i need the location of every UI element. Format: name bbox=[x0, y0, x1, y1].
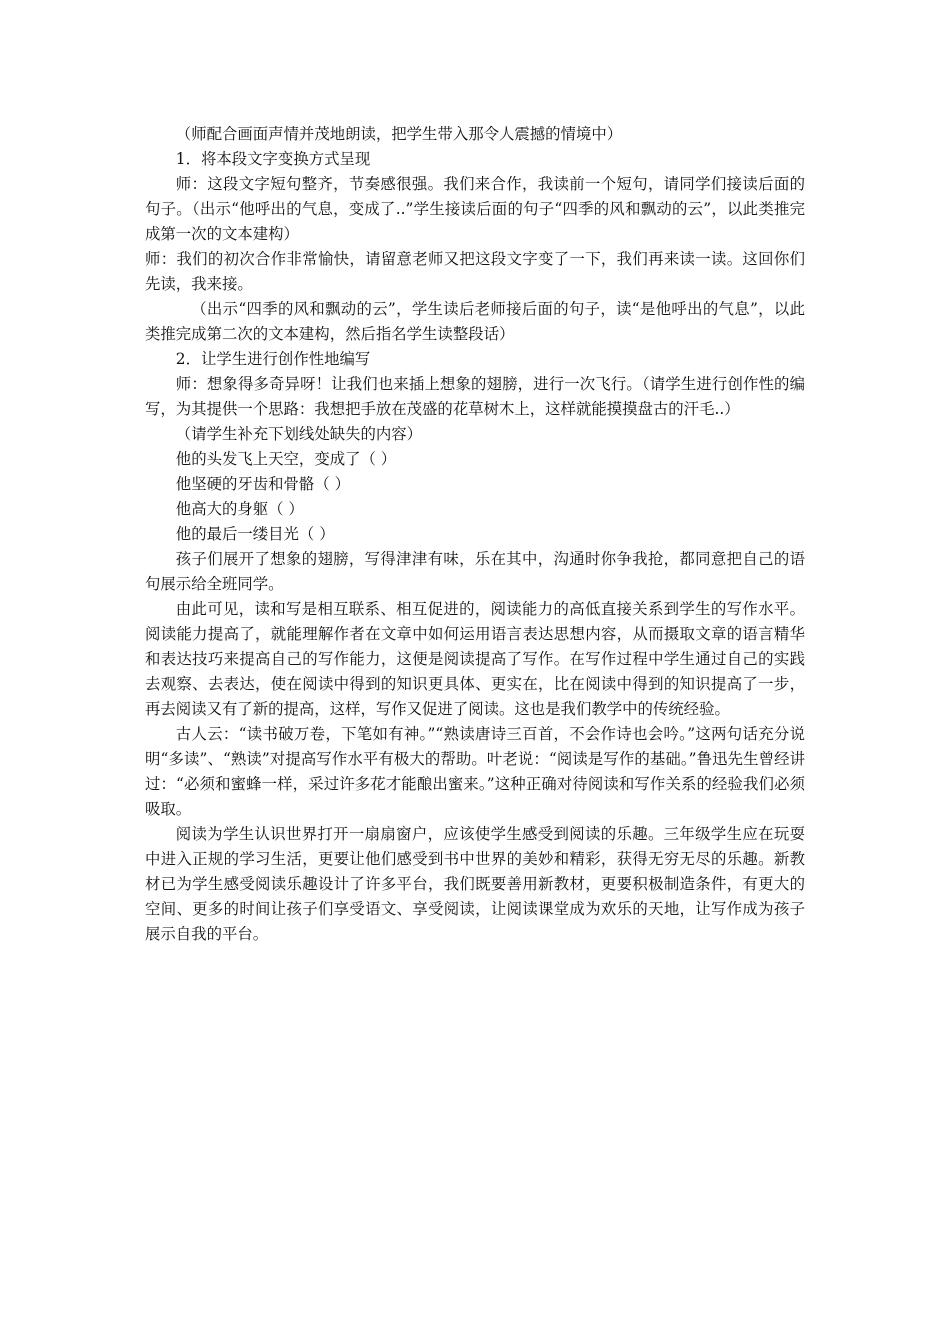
paragraph-conclusion: 阅读为学生认识世界打开一扇扇窗户，应该使学生感受到阅读的乐趣。三年级学生应在玩耍中进入正规的学习生活，更要让他们感受到书中世界的美妙和精彩，获得无穷无尽的乐趣。新教材已为学生感受阅读乐趣设计了许多平台，我们既要善用新教材，更要积极制造条件，有更大的空间、更多的时间让孩子们享受语文、享受阅读，让阅读课堂成为欢乐的天地，让写作成为孩子展示自我的平台。 bbox=[145, 825, 805, 943]
paragraph-stage-direction-1: （师配合画面声情并茂地朗读，把学生带入那令人震撼的情境中） bbox=[175, 125, 623, 143]
paragraph-reading-writing: 由此可见，读和写是相互联系、相互促进的，阅读能力的高低直接关系到学生的写作水平。阅读能力提高了，就能理解作者在文章中如何运用语言表达思想内容，从而摄取文章的语言精华和表达技巧来提高自己的写作能力，这便是阅读提高了写作。在写作过程中学生通过自己的实践去观察、去表达，使在阅读中得到的知识更具体、更实在，比在阅读中得到的知识提高了一步，再去阅读又有了新的提高，这样，写作又促进了阅读。这也是我们教学中的传统经验。 bbox=[145, 600, 805, 718]
paragraph-children: 孩子们展开了想象的翅膀，写得津津有味，乐在其中，沟通时你争我抢，都同意把自己的语句展示给全班同学。 bbox=[145, 550, 805, 593]
paragraph-quotes: 古人云：“读书破万卷，下笔如有神。”“熟读唐诗三百首，不会作诗也会吟。”这两句话充分说明“多读”、“熟读”对提高写作水平有极大的帮助。叶老说：“阅读是写作的基础。”鲁迅先生曾经讲过：“必须和蜜蜂一样，采过许多花才能酿出蜜来。”这种正确对待阅读和写作关系的经验我们必须吸取。 bbox=[145, 725, 805, 818]
paragraph-fill-blank-2: 他坚硬的牙齿和骨骼（ ） bbox=[175, 475, 350, 493]
paragraph-fill-blank-4: 他的最后一缕目光（ ） bbox=[175, 525, 335, 543]
paragraph-heading-2: 2．让学生进行创作性地编写 bbox=[175, 350, 371, 368]
paragraph-fill-blank-1: 他的头发飞上天空，变成了（ ） bbox=[175, 450, 397, 468]
paragraph-heading-1: 1．将本段文字变换方式呈现 bbox=[175, 150, 371, 168]
paragraph-teacher-1: 师：这段文字短句整齐，节奏感很强。我们来合作，我读前一个短句，请同学们接读后面的句子。（出示“他呼出的气息，变成了..”学生接读后面的句子“四季的风和飘动的云”，以此类推完成第一次的文本建构） bbox=[145, 175, 805, 243]
paragraph-instruction: （请学生补充下划线处缺失的内容） bbox=[175, 425, 423, 443]
paragraph-teacher-3: 师：想象得多奇异呀！让我们也来插上想象的翅膀，进行一次飞行。（请学生进行创作性的编写，为其提供一个思路：我想把手放在茂盛的花草树木上，这样就能摸摸盘古的汗毛..） bbox=[145, 375, 805, 418]
paragraph-fill-blank-3: 他高大的身躯（ ） bbox=[175, 500, 304, 518]
document-body bbox=[145, 122, 805, 947]
paragraph-stage-direction-2: （出示“四季的风和飘动的云”，学生读后老师接后面的句子，读“是他呼出的气息”，以此类推完成第二次的文本建构，然后指名学生读整段话） bbox=[145, 300, 805, 343]
paragraph-teacher-2: 师：我们的初次合作非常愉快，请留意老师又把这段文字变了一下，我们再来读一读。这回你们先读，我来接。 bbox=[145, 250, 805, 293]
